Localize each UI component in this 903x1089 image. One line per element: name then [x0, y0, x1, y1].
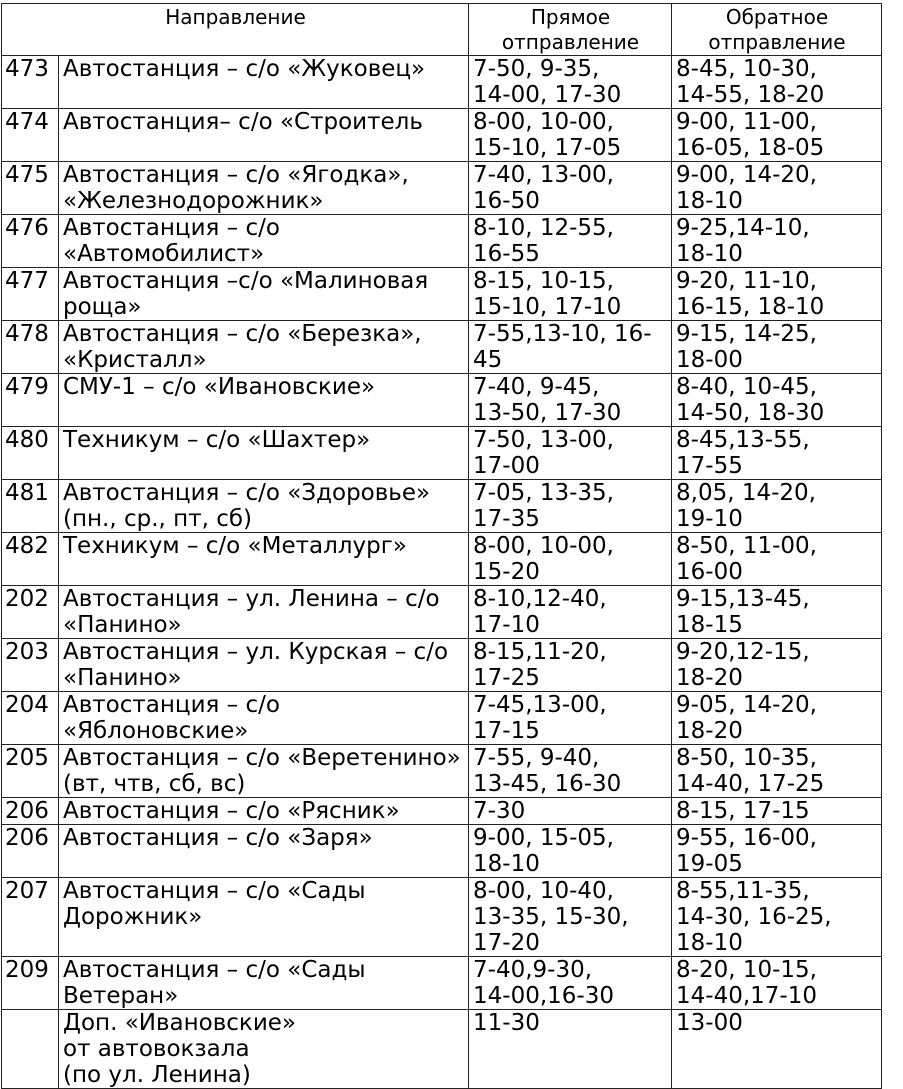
route-direction-cell: СМУ-1 – с/о «Ивановские»	[59, 374, 469, 427]
backward-departure-cell: 9-25,14-10, 18-10	[672, 215, 882, 268]
route-number-cell: 209	[2, 957, 59, 1010]
route-number-cell: 479	[2, 374, 59, 427]
route-number-cell: 477	[2, 268, 59, 321]
route-number-cell: 476	[2, 215, 59, 268]
backward-departure-cell: 8-50, 11-00, 16-00	[672, 533, 882, 586]
forward-departure-cell: 8-15, 10-15, 15-10, 17-10	[469, 268, 672, 321]
route-direction-cell: Автостанция– с/о «Строитель	[59, 109, 469, 162]
route-direction-cell: Автостанция – с/о «Заря»	[59, 825, 469, 878]
route-number-cell: 207	[2, 878, 59, 957]
backward-departure-cell: 8-45,13-55, 17-55	[672, 427, 882, 480]
forward-departure-cell: 8-00, 10-00, 15-20	[469, 533, 672, 586]
table-row	[2, 745, 882, 798]
backward-departure-cell: 8-55,11-35, 14-30, 16-25, 18-10	[672, 878, 882, 957]
backward-departure-cell: 9-00, 14-20, 18-10	[672, 162, 882, 215]
header-direction: Направление	[2, 4, 469, 56]
route-direction-cell: Автостанция – с/о «Автомобилист»	[59, 215, 469, 268]
route-direction-cell: Автостанция – с/о «Здоровье» (пн., ср., пт, сб)	[59, 480, 469, 533]
route-direction-cell: Автостанция – с/о «Березка», «Кристалл»	[59, 321, 469, 374]
route-number-cell: 473	[2, 56, 59, 109]
backward-departure-cell: 13-00	[672, 1010, 882, 1089]
table-row	[2, 268, 882, 321]
forward-departure-cell: 8-10, 12-55, 16-55	[469, 215, 672, 268]
table-row	[2, 586, 882, 639]
table-row	[2, 109, 882, 162]
route-direction-cell: Техникум – с/о «Шахтер»	[59, 427, 469, 480]
table-row	[2, 215, 882, 268]
backward-departure-cell: 8-20, 10-15, 14-40,17-10	[672, 957, 882, 1010]
route-direction-cell: Доп. «Ивановские» от автовокзала (по ул. Ленина)	[59, 1010, 469, 1089]
route-number-cell: 206	[2, 825, 59, 878]
route-direction-cell: Автостанция – с/о «Жуковец»	[59, 56, 469, 109]
route-number-cell: 203	[2, 639, 59, 692]
forward-departure-cell: 8-10,12-40, 17-10	[469, 586, 672, 639]
backward-departure-cell: 9-55, 16-00, 19-05	[672, 825, 882, 878]
table-row	[2, 1010, 882, 1089]
route-direction-cell: Автостанция – с/о «Яблоновские»	[59, 692, 469, 745]
table-row	[2, 825, 882, 878]
route-number-cell: 204	[2, 692, 59, 745]
table-row	[2, 639, 882, 692]
route-direction-cell: Автостанция – с/о «Ягодка», «Железнодорожник»	[59, 162, 469, 215]
table-row	[2, 321, 882, 374]
route-number-cell: 206	[2, 798, 59, 825]
backward-departure-cell: 8-15, 17-15	[672, 798, 882, 825]
route-number-cell	[2, 1010, 59, 1089]
table-row	[2, 56, 882, 109]
backward-departure-cell: 8-45, 10-30, 14-55, 18-20	[672, 56, 882, 109]
backward-departure-cell: 9-15, 14-25, 18-00	[672, 321, 882, 374]
table-row	[2, 798, 882, 825]
table-row	[2, 427, 882, 480]
route-direction-cell: Автостанция –с/о «Малиновая роща»	[59, 268, 469, 321]
backward-departure-cell: 8-50, 10-35, 14-40, 17-25	[672, 745, 882, 798]
table-row	[2, 162, 882, 215]
forward-departure-cell: 7-55,13-10, 16- 45	[469, 321, 672, 374]
forward-departure-cell: 7-05, 13-35, 17-35	[469, 480, 672, 533]
route-number-cell: 478	[2, 321, 59, 374]
forward-departure-cell: 11-30	[469, 1010, 672, 1089]
forward-departure-cell: 7-55, 9-40, 13-45, 16-30	[469, 745, 672, 798]
route-direction-cell: Автостанция – с/о «Веретенино» (вт, чтв, сб, вс)	[59, 745, 469, 798]
backward-departure-cell: 9-15,13-45, 18-15	[672, 586, 882, 639]
route-direction-cell: Автостанция – с/о «Сады Ветеран»	[59, 957, 469, 1010]
header-forward: Прямое отправление	[469, 4, 672, 56]
route-direction-cell: Автостанция – с/о «Сады Дорожник»	[59, 878, 469, 957]
table-row	[2, 480, 882, 533]
header-row	[2, 4, 882, 56]
forward-departure-cell: 7-40, 9-45, 13-50, 17-30	[469, 374, 672, 427]
table-row	[2, 533, 882, 586]
forward-departure-cell: 9-00, 15-05, 18-10	[469, 825, 672, 878]
route-direction-cell: Автостанция – ул. Ленина – с/о «Панино»	[59, 586, 469, 639]
forward-departure-cell: 7-40,9-30, 14-00,16-30	[469, 957, 672, 1010]
table-row	[2, 692, 882, 745]
forward-departure-cell: 7-30	[469, 798, 672, 825]
route-direction-cell: Техникум – с/о «Металлург»	[59, 533, 469, 586]
route-number-cell: 474	[2, 109, 59, 162]
backward-departure-cell: 8-40, 10-45, 14-50, 18-30	[672, 374, 882, 427]
route-number-cell: 202	[2, 586, 59, 639]
backward-departure-cell: 9-00, 11-00, 16-05, 18-05	[672, 109, 882, 162]
forward-departure-cell: 8-00, 10-00, 15-10, 17-05	[469, 109, 672, 162]
backward-departure-cell: 9-20, 11-10, 16-15, 18-10	[672, 268, 882, 321]
table-row	[2, 374, 882, 427]
table-row	[2, 957, 882, 1010]
forward-departure-cell: 7-50, 13-00, 17-00	[469, 427, 672, 480]
schedule-table	[1, 3, 882, 1089]
route-direction-cell: Автостанция – ул. Курская – с/о «Панино»	[59, 639, 469, 692]
forward-departure-cell: 7-45,13-00, 17-15	[469, 692, 672, 745]
route-number-cell: 205	[2, 745, 59, 798]
backward-departure-cell: 8,05, 14-20, 19-10	[672, 480, 882, 533]
backward-departure-cell: 9-20,12-15, 18-20	[672, 639, 882, 692]
route-number-cell: 480	[2, 427, 59, 480]
forward-departure-cell: 8-00, 10-40, 13-35, 15-30, 17-20	[469, 878, 672, 957]
route-number-cell: 482	[2, 533, 59, 586]
forward-departure-cell: 7-40, 13-00, 16-50	[469, 162, 672, 215]
backward-departure-cell: 9-05, 14-20, 18-20	[672, 692, 882, 745]
route-direction-cell: Автостанция – с/о «Рясник»	[59, 798, 469, 825]
route-number-cell: 481	[2, 480, 59, 533]
route-number-cell: 475	[2, 162, 59, 215]
forward-departure-cell: 8-15,11-20, 17-25	[469, 639, 672, 692]
forward-departure-cell: 7-50, 9-35, 14-00, 17-30	[469, 56, 672, 109]
header-backward: Обратное отправление	[672, 4, 882, 56]
table-row	[2, 878, 882, 957]
